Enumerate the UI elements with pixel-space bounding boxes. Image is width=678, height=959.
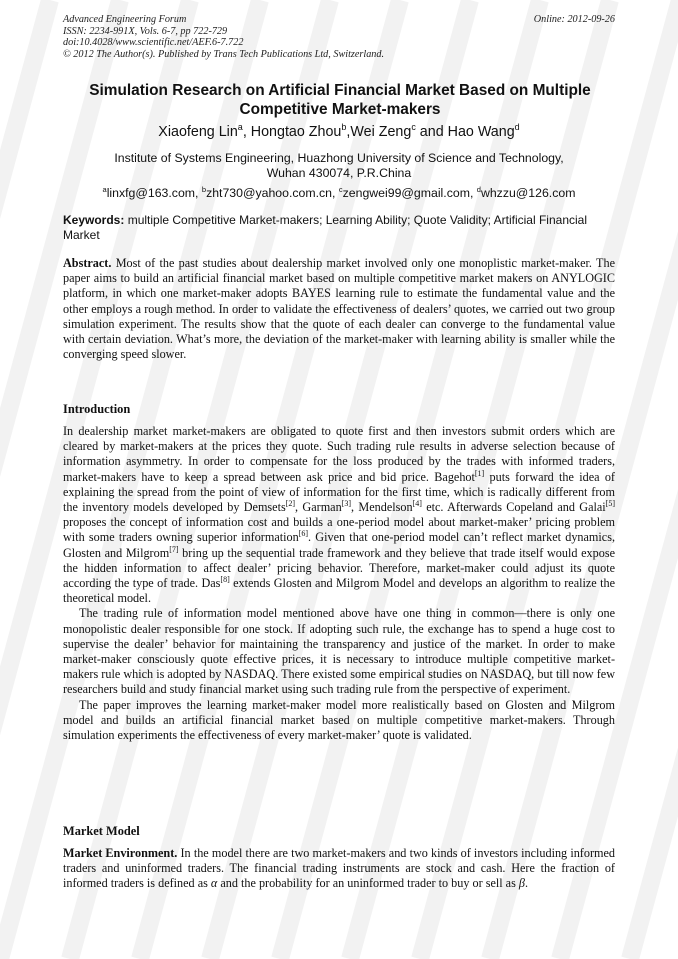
author-name: Hongtao Zhou bbox=[250, 124, 342, 140]
copyright-line: © 2012 The Author(s). Published by Trans Tech Publications Ltd, Switzerland. bbox=[63, 48, 385, 60]
affiliation-line: Institute of Systems Engineering, Huazhong University of Science and Technology, bbox=[114, 151, 564, 165]
issn-line: ISSN: 2234-991X, Vols. 6-7, pp 722-729 bbox=[63, 25, 228, 37]
citation: [6] bbox=[298, 529, 309, 539]
author-name: Xiaofeng Lin bbox=[158, 124, 238, 140]
subsection-label: Market Environment. bbox=[63, 846, 178, 860]
keywords-text: multiple Competitive Market-makers; Learning Ability; Quote Validity; Artificial Financial Market bbox=[63, 213, 587, 242]
text-run: . bbox=[524, 876, 528, 891]
paragraph bbox=[63, 424, 615, 606]
market-model-body bbox=[63, 846, 615, 892]
introduction-body bbox=[63, 424, 615, 743]
citation: [7] bbox=[169, 544, 179, 554]
author-mark: c bbox=[411, 122, 416, 133]
author-name: Wei Zeng bbox=[350, 124, 412, 140]
citation: [8] bbox=[220, 574, 230, 584]
citation: [3] bbox=[341, 498, 352, 508]
affiliation-line: Wuhan 430074, P.R.China bbox=[266, 165, 412, 180]
author-list: Xiaofeng Lin$^a$, Hongtao Zhou$^b$,Wei Zeng$^c$ and Hao Wang$^d$ bbox=[158, 122, 520, 140]
paragraph: The paper improves the learning market-maker model more realistically based on Glosten and Milgrom model and builds an artificial financial market based on multiple competitive market-makers. Through simulation experiments the effectiveness of every market-maker’ quote is validated. bbox=[63, 697, 615, 743]
watermark-stroke bbox=[630, 0, 678, 959]
email-mark: d bbox=[476, 184, 481, 194]
paper-title: Simulation Research on Artificial Financial Market Based on Multiple Competitive Market-makers bbox=[89, 82, 591, 118]
watermark-stroke bbox=[0, 0, 50, 959]
abstract bbox=[63, 256, 615, 362]
paragraph: The trading rule of information model mentioned above have one thing in common—there is only one monopolistic dealer responsible for one stock. If adopting such rule, the exchange has to spend a huge cost to supervise the dealer’ behavior for maintaining the transparency and justice of the market. In order to make market-maker consciously quote effective prices, it is necessary to introduce multiple competitive market-makers rule which is adopted by NASDAQ. There existed some empirical studies on NASDAQ, but till now few researchers build and study financial market using such trading rule from the perspective of experiment. bbox=[63, 606, 615, 697]
citation: [4] bbox=[412, 498, 422, 508]
text-run: . Given that one-period model can’t reflect market dynamics, Glosten and Milgrom bbox=[63, 530, 615, 560]
text-run: In the model there are two market-makers and two kinds of investors including informed traders and uninformed traders. The financial trading instruments are stock and cash. Here the fraction of informed traders is defined as bbox=[63, 846, 615, 891]
section-heading-introduction: Introduction bbox=[63, 402, 131, 416]
affiliation bbox=[63, 151, 615, 180]
text-run: and the probability for an uninformed trader to buy or sell as bbox=[217, 876, 519, 891]
email-mark: c bbox=[338, 184, 343, 194]
author-mark: a bbox=[237, 122, 243, 133]
symbol-beta: β bbox=[518, 876, 525, 891]
text-run: , Garman bbox=[295, 500, 342, 515]
online-date: Online: 2012-09-26 bbox=[533, 14, 615, 25]
symbol-alpha: α bbox=[210, 876, 218, 891]
author-name: Hao Wang bbox=[447, 124, 515, 140]
text-run: In dealership market market-makers are obligated to quote first and then investors submit orders which are cleared by market-makers at the prices they quote. Such trading rule results in adverse selection because of information asymmetry. In order to compensate for the loss produced by the trades with informed traders, market-makers have to keep a spread between ask price and bid price. Bagehot bbox=[63, 424, 615, 484]
journal-header bbox=[63, 14, 615, 60]
email-list: $^a$linxfg@163.com, $^b$zht730@yahoo.com.cn, $^c$zengwei99@gmail.com, $^d$whzzu@126.com bbox=[102, 184, 576, 200]
text-run: , Mendelson bbox=[351, 500, 413, 515]
doi-line: doi:10.4028/www.scientific.net/AEF.6-7.722 bbox=[63, 37, 244, 49]
email-mark: a bbox=[102, 184, 107, 194]
abstract-label: Abstract. bbox=[63, 256, 112, 270]
text-run: extends Glosten and Milgrom Model and develops an algorithm to realize the theoretical model. bbox=[63, 576, 615, 606]
email-address: whzzu@126.com bbox=[480, 186, 576, 200]
email-address: zengwei99@gmail.com bbox=[342, 186, 470, 200]
text-run: bring up the sequential trade framework and they believe that trade itself would expose the hidden information to affect dealer’ pricing behavior. Therefore, market-maker could adjust its quote according the type of trade. Das bbox=[63, 545, 615, 591]
author-mark: d bbox=[514, 122, 520, 133]
journal-name: Advanced Engineering Forum bbox=[63, 14, 187, 25]
citation: [5] bbox=[605, 498, 615, 508]
text-run: etc. Afterwards Copeland and Galai bbox=[421, 500, 606, 515]
abstract-text: Most of the past studies about dealership market involved only one monoplistic market-maker. The paper aims to build an artificial financial market based on multiple competitive market makers on ANYLOGIC platform, in which one market-maker adopts BAYES learning rule to estimate the fundamental value and the other employs a rough method. In order to validate the effectiveness of dealers’ quotes, we carried out two group simulation experiment. The results show that the quote of each dealer can converge to the fundamental value with certain deviation. What’s more, the deviation of the market-maker with learning ability is smaller while the converging speed slower. bbox=[63, 256, 616, 362]
keywords bbox=[63, 213, 615, 242]
email-mark: b bbox=[201, 184, 207, 194]
keywords-label: Keywords: bbox=[63, 213, 125, 227]
citation: [2] bbox=[285, 498, 296, 508]
author-mark: b bbox=[341, 122, 347, 133]
section-heading-market-model: Market Model bbox=[63, 824, 140, 838]
text-run: proposes the concept of information cost and builds a one-period model about market-maker’ pricing problem with some traders owning superior information bbox=[63, 515, 615, 545]
citation: [1] bbox=[474, 468, 485, 478]
email-address: linxfg@163.com bbox=[106, 186, 196, 200]
email-address: zht730@yahoo.com.cn bbox=[206, 186, 333, 200]
text-run: puts forward the idea of explaining the spread from the point of view of information for the first time, which is radically different from the inventory models developed by Demsets bbox=[63, 469, 615, 515]
